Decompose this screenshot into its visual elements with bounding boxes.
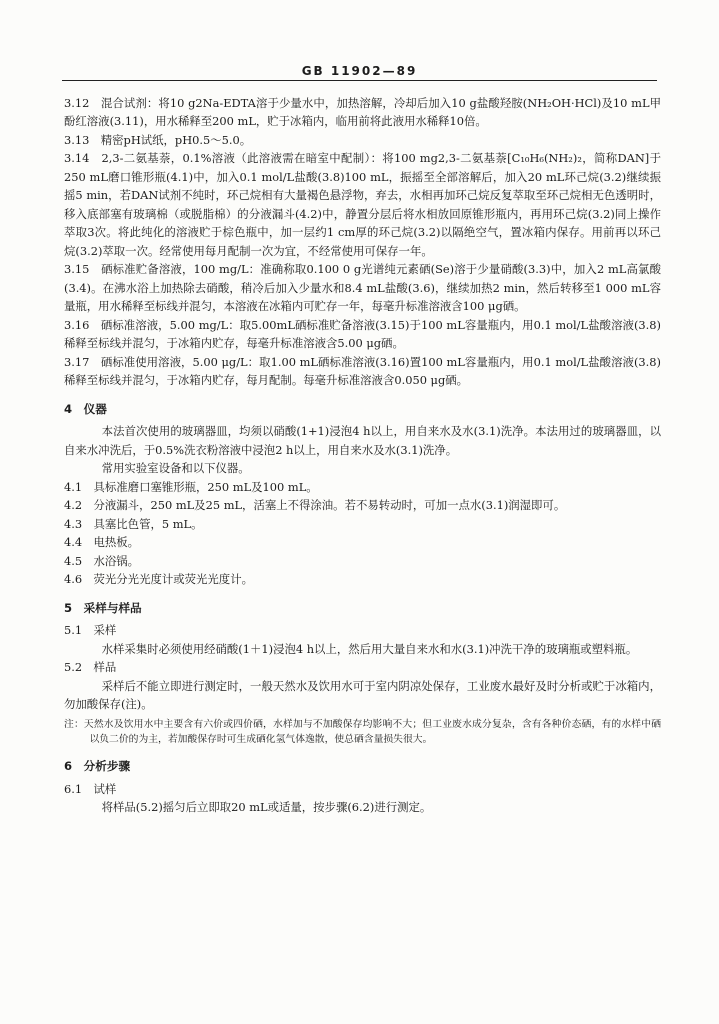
instrument-4-5: 4.5 水浴锅。 <box>64 553 140 568</box>
instrument-4-4: 4.4 电热板。 <box>64 535 140 550</box>
subsection-6-1-body: 将样品(5.2)摇匀后立即取20 mL或适量，按步骤(6.2)进行测定。 <box>101 800 432 815</box>
instrument-4-1: 4.1 具标准磨口塞锥形瓶，250 mL及100 mL。 <box>64 479 318 494</box>
header-rule <box>62 80 657 81</box>
reagent-3-15: 3.15 硒标准贮备溶液，100 mg/L：准确称取0.100 0 g光谱纯元素硒(Se)溶于少量硝酸(3.3)中，加入2 mL高氯酸(3.4)。在沸水浴上加热除去硝酸，稍冷后加入少量水和8.4 mL盐酸(3.6)，继续加热2 min，然后转移至1 000 mL容量瓶，用水稀释至标线并混匀，本溶液在冰箱内可贮存一年，每毫升标准溶液含100 μg硒。 <box>64 262 661 314</box>
reagent-3-13: 3.13 精密pH试纸，pH0.5～5.0。 <box>64 132 252 147</box>
reagent-3-14: 3.14 2,3-二氨基萘，0.1%溶液（此溶液需在暗室中配制）：将100 mg2,3-二氨基萘[C₁₀H₆(NH₂)₂，简称DAN]于250 mL磨口锥形瓶(4.1)中，加入0.1 mol/L盐酸(3.8)100 mL，振摇至全部溶解后，加入20 mL环己烷(3.2)继续振摇5 min，若DAN试剂不纯时，环己烷相有大量褐色悬浮物，弃去，水相再加环己烷反复萃取至环己烷相无色透明时，移入底部塞有玻璃棉（或脱脂棉）的分液漏斗(4.2)中，静置分层后将水相放回原锥形瓶内，再用环己烷(3.2)同上操作萃取3次。将此纯化的溶液贮于棕色瓶中，加一层约1 cm厚的环己烷(3.2)以隔绝空气，置冰箱内保存。用前再以环己烷(3.2)萃取一次。经常使用每月配制一次为宜，不经常使用可保存一年。 <box>64 151 661 258</box>
reagent-3-16: 3.16 硒标准溶液，5.00 mg/L：取5.00mL硒标准贮备溶液(3.15)于100 mL容量瓶内，用0.1 mol/L盐酸溶液(3.8)稀释至标线并混匀，于冰箱内贮存，每毫升标准溶液含5.00 μg硒。 <box>64 317 661 351</box>
section-4-heading: 4 仪器 <box>64 401 107 416</box>
page-header: GB 11902—89 <box>301 64 418 78</box>
subsection-5-2-title: 5.2 样品 <box>64 660 117 675</box>
subsection-5-2-body: 采样后不能立即进行测定时，一般天然水及饮用水可于室内阴凉处保存，工业废水最好及时分析或贮于冰箱内，勿加酸保存(注)。 <box>64 678 661 712</box>
section-6-heading: 6 分析步骤 <box>64 758 131 773</box>
section-5-heading: 5 采样与样品 <box>64 600 142 615</box>
reagent-3-12: 3.12 混合试剂：将10 g2Na-EDTA溶于少量水中，加热溶解，冷却后加入10 g盐酸羟胺(NH₂OH·HCl)及10 mL甲酚红溶液(3.11)，用水稀释至200 mL，贮于冰箱内，临用前将此液用水稀释10倍。 <box>64 96 661 129</box>
instrument-4-2: 4.2 分液漏斗，250 mL及25 mL，活塞上不得涂油。若不易转动时，可加一点水(3.1)润湿即可。 <box>64 498 566 513</box>
subsection-6-1-title: 6.1 试样 <box>64 781 117 796</box>
subsection-5-1-body: 水样采集时必须使用经硝酸(1＋1)浸泡4 h以上，然后用大量自来水和水(3.1)冲洗干净的玻璃瓶或塑料瓶。 <box>101 641 638 656</box>
instrument-4-3: 4.3 具塞比色管，5 mL。 <box>64 516 203 531</box>
section-4-intro2: 常用实验室设备和以下仪器。 <box>101 461 250 476</box>
section-4-intro: 本法首次使用的玻璃器皿，均须以硝酸(1+1)浸泡4 h以上，用自来水及水(3.1)洗净。本法用过的玻璃器皿，以自来水冲洗后，于0.5%洗衣粉溶液中浸泡2 h以上，用自来水及水(3.1)洗净。 <box>64 424 661 457</box>
page-content <box>64 94 661 817</box>
reagent-3-17: 3.17 硒标准使用溶液，5.00 μg/L：取1.00 mL硒标准溶液(3.16)置100 mL容量瓶内，用0.1 mol/L盐酸溶液(3.8)稀释至标线并混匀，于冰箱内贮存，每月配制。每毫升标准溶液含0.050 μg硒。 <box>64 354 661 388</box>
instrument-4-6: 4.6 荧光分光光度计或荧光光度计。 <box>64 572 253 587</box>
section-5-note: 注：天然水及饮用水中主要含有六价或四价硒，水样加与不加酸保存均影响不大；但工业废水成分复杂，含有各种价态硒，有的水样中硒以负二价的为主，若加酸保存时可生成硒化氢气体逸散，使总硒含量损失很大。 <box>64 718 661 745</box>
subsection-5-1-title: 5.1 采样 <box>64 623 117 638</box>
